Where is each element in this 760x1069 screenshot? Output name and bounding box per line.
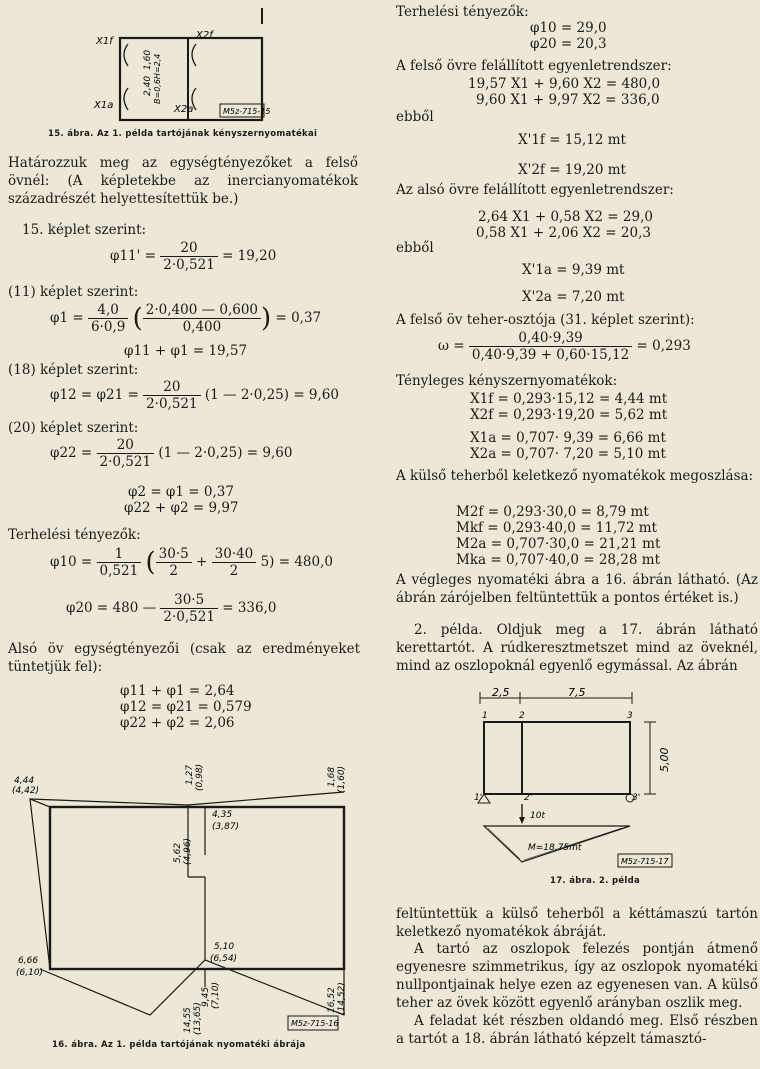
phi1-inner-den: 0,400 bbox=[182, 319, 222, 335]
upper-system-label: A felső övre felállított egyenletrendszer: bbox=[396, 58, 672, 74]
phi10-den: 0,521 bbox=[99, 563, 139, 579]
fig16-label-tr: 1,68 bbox=[327, 766, 337, 787]
actual-2: X2f = 0,293·19,20 = 5,62 mt bbox=[470, 407, 668, 423]
fig16-label-tm: 1,27 bbox=[185, 764, 195, 785]
fig15-label-x2a: X2a bbox=[174, 104, 194, 115]
fig16-label-bl2: (6,10) bbox=[16, 968, 44, 978]
figure-17 bbox=[392, 686, 760, 886]
phi12-lhs: φ12 = φ21 = bbox=[50, 387, 139, 403]
fig16-label-bm2: (7,10) bbox=[211, 981, 221, 1009]
fig15-label-x1f: X1f bbox=[96, 36, 113, 47]
formula11-label: (11) képlet szerint: bbox=[8, 284, 139, 300]
omega-den: 0,40·9,39 + 0,60·15,12 bbox=[471, 347, 630, 363]
fig16-label-c2: 5,62 bbox=[173, 842, 183, 863]
ebbol-2: ebből bbox=[396, 240, 434, 256]
phi22-lhs: φ22 = bbox=[50, 445, 93, 461]
actual-1: X1f = 0,293·15,12 = 4,44 mt bbox=[470, 391, 668, 407]
fig17-node-3b: 3' bbox=[632, 793, 641, 803]
bottom-paragraph-3: A feladat két részben oldandó meg. Első részben a tartót a 18. ábrán látható képzelt támasztó- bbox=[396, 1013, 758, 1047]
moment-2: Mkf = 0,293·40,0 = 11,72 mt bbox=[456, 520, 657, 536]
fig16-label-tl2: (4,42) bbox=[12, 786, 40, 796]
phi12-rhs: (1 — 2·0,25) = 9,60 bbox=[204, 387, 339, 403]
omega-equation bbox=[438, 330, 691, 363]
fig17-moment: M=18,75mt bbox=[528, 843, 582, 853]
phi11-lhs: φ11' = bbox=[110, 248, 156, 264]
phi11-rhs: = 19,20 bbox=[222, 248, 277, 264]
fig16-label-br: 16,52 bbox=[327, 987, 337, 1013]
fig17-dim-7-5: 7,5 bbox=[568, 686, 586, 699]
fig16-label-bl: 6,66 bbox=[18, 956, 39, 966]
distribution-paragraph: A külső teherből keletkező nyomatékok megoszlása: bbox=[396, 468, 754, 484]
phi10-b-den: 2 bbox=[229, 563, 239, 579]
fig16-label-bot: 14,55 bbox=[183, 1007, 193, 1033]
omega-lhs: ω = bbox=[438, 338, 465, 354]
fig17-caption: 17. ábra. 2. példa bbox=[550, 876, 641, 886]
load-factors-label: Terhelési tényezők: bbox=[8, 527, 141, 543]
fig15-stamp: M5z-715-15 bbox=[223, 107, 271, 116]
actual-3: X1a = 0,707· 9,39 = 6,66 mt bbox=[470, 430, 666, 446]
phi20-lhs: φ20 = 480 — bbox=[66, 600, 157, 616]
formula18-label: (18) képlet szerint: bbox=[8, 362, 139, 378]
lower-result-2: φ12 = φ21 = 0,579 bbox=[120, 699, 252, 715]
x2f-result: X'2f = 19,20 mt bbox=[518, 162, 626, 178]
phi1-num: 4,0 bbox=[88, 302, 128, 319]
phi10-a-num: 30·5 bbox=[156, 546, 192, 563]
lower-result-1: φ11 + φ1 = 2,64 bbox=[120, 683, 235, 699]
phi10-equation: φ10 = $\frac{1}{0,521}$ ( $\frac{30\cdot 5}{2}$ + $\frac{30\cdot 40}{2}$ 5) = 480,0 bbox=[50, 546, 333, 579]
moment-1: M2f = 0,293·30,0 = 8,79 mt bbox=[456, 504, 649, 520]
fig16-label-c1b: (3,87) bbox=[212, 822, 240, 832]
omega-num: 0,40·9,39 bbox=[469, 330, 632, 347]
phi11-den: 2·0,521 bbox=[163, 257, 215, 273]
fig16-label-tm2: (0,98) bbox=[195, 763, 205, 791]
actual-moments-label: Tényleges kényszernyomatékok: bbox=[396, 373, 618, 389]
phi20-equation bbox=[66, 592, 276, 625]
phi1-inner-num: 2·0,400 — 0,600 bbox=[143, 302, 261, 319]
actual-4: X2a = 0,707· 7,20 = 5,10 mt bbox=[470, 446, 666, 462]
fig17-stamp: M5z-715-17 bbox=[621, 857, 669, 866]
phi10-a-den: 2 bbox=[169, 563, 178, 579]
phi11-equation bbox=[110, 240, 276, 273]
bottom-paragraph-2: A tartó az oszlopok felezés pontján átmenő egyenesre szimmetrikus, így az oszlopok nyomatéki nullpontjainak helye ezen az egyenesen van. A külső teher az övek között egyenlő arányban oszlik meg. bbox=[396, 941, 758, 1011]
fig15-label-x2f: X2f bbox=[196, 30, 213, 41]
phi1-rhs: = 0,37 bbox=[275, 310, 322, 326]
fig16-label-c3b: (6,54) bbox=[210, 954, 238, 964]
bottom-paragraph-1: feltüntettük a külső teherből a kéttámaszú tartón keletkező nyomatékok ábráját. bbox=[396, 906, 758, 940]
example2-paragraph: 2. példa. Oldjuk meg a 17. ábrán látható kerettartót. A rúdkeresztmetszet mind az öveknél, mind az oszlopoknál egyenlő egymással. Az ábrán bbox=[396, 622, 758, 674]
fig16-label-br2: (14,52) bbox=[337, 982, 347, 1015]
phi11-num: 20 bbox=[160, 240, 218, 257]
phi10-rhs: 5) = 480,0 bbox=[260, 554, 333, 570]
fig15-label-x1a: X1a bbox=[94, 100, 114, 111]
phi20-den: 2·0,521 bbox=[163, 609, 215, 625]
ebbol-1: ebből bbox=[396, 109, 434, 125]
final-paragraph: A végleges nyomatéki ábra a 16. ábrán látható. (Az ábrán zárójelben feltüntettük a pontos értéket is.) bbox=[396, 572, 758, 606]
phi22-sum: φ22 + φ2 = 9,97 bbox=[124, 500, 239, 516]
formula20-label: (20) képlet szerint: bbox=[8, 420, 139, 436]
phi1-equation: φ1 = $\frac{4,0}{6\cdot 0,9}$ ( $\frac{2\cdot 0,400 — 0,600}{0,400}$ ) = 0,37 bbox=[50, 302, 322, 335]
eq-4: 0,58 X1 + 2,06 X2 = 20,3 bbox=[476, 225, 651, 241]
lower-result-3: φ22 + φ2 = 2,06 bbox=[120, 715, 235, 731]
x1a-result: X'1a = 9,39 mt bbox=[522, 262, 625, 278]
fig15-caption: 15. ábra. Az 1. példa tartójának kényszernyomatékai bbox=[48, 129, 318, 139]
figure-16 bbox=[0, 755, 380, 1045]
phi22-num: 20 bbox=[97, 437, 155, 454]
phi12-equation bbox=[50, 379, 339, 412]
right-phi10: φ10 = 29,0 bbox=[530, 20, 607, 36]
phi20-num: 30·5 bbox=[160, 592, 218, 609]
fig16-caption: 16. ábra. Az 1. példa tartójának nyomatéki ábrája bbox=[52, 1040, 306, 1050]
fig17-node-2b: 2' bbox=[524, 793, 533, 803]
eq-1: 19,57 X1 + 9,60 X2 = 480,0 bbox=[468, 76, 661, 92]
omega-rhs: = 0,293 bbox=[636, 338, 691, 354]
fig16-label-tl: 4,44 bbox=[14, 776, 35, 786]
formula15-label: 15. képlet szerint: bbox=[22, 222, 147, 238]
fig16-label-c3: 5,10 bbox=[214, 942, 235, 952]
phi12-num: 20 bbox=[143, 379, 201, 396]
lower-intro: Alsó öv egységtényezői (csak az eredményeket tüntetjük fel): bbox=[8, 641, 360, 675]
phi1-lhs: φ1 = bbox=[50, 310, 84, 326]
fig15-dim-1-60: 1,60 bbox=[143, 49, 153, 70]
eq-3: 2,64 X1 + 0,58 X2 = 29,0 bbox=[478, 209, 653, 225]
fig15-dim-b: B=0,6H=2,4 bbox=[153, 53, 162, 104]
fig16-label-bot2: (13,65) bbox=[193, 1002, 203, 1035]
fig17-dim-2-5: 2,5 bbox=[492, 686, 510, 699]
fig15-dim-2-40: 2,40 bbox=[143, 75, 153, 96]
phi10-lhs: φ10 = bbox=[50, 554, 93, 570]
intro-paragraph: Határozzuk meg az egységtényezőket a felső övnél: (A képletekbe az inercianyomatékok századrészét helyettesítettük be.) bbox=[8, 155, 358, 207]
moment-3: M2a = 0,707·30,0 = 21,21 mt bbox=[456, 536, 661, 552]
fig16-label-c2b: (4,96) bbox=[183, 837, 193, 865]
fig16-stamp: M5z-715-16 bbox=[291, 1019, 339, 1028]
phi20-rhs: = 336,0 bbox=[222, 600, 277, 616]
phi2-equation: φ2 = φ1 = 0,37 bbox=[128, 484, 234, 500]
fig17-node-1: 1 bbox=[482, 711, 488, 721]
right-phi20: φ20 = 20,3 bbox=[530, 36, 607, 52]
phi12-den: 2·0,521 bbox=[146, 396, 198, 412]
fig17-dim-height: 5,00 bbox=[658, 747, 671, 772]
phi10-b-num: 30·40 bbox=[212, 546, 257, 563]
phi22-den: 2·0,521 bbox=[99, 454, 152, 470]
moment-4: Mka = 0,707·40,0 = 28,28 mt bbox=[456, 552, 661, 568]
fig17-node-3: 3 bbox=[627, 711, 633, 721]
phi22-equation bbox=[50, 437, 292, 470]
fig17-node-1b: 1' bbox=[474, 793, 483, 803]
phi1-den: 6·0,9 bbox=[90, 319, 126, 335]
x1f-result: X'1f = 15,12 mt bbox=[518, 132, 626, 148]
phi10-num: 1 bbox=[97, 546, 142, 563]
lower-system-label: Az alsó övre felállított egyenletrendszer: bbox=[396, 182, 674, 198]
fig17-node-2: 2 bbox=[519, 711, 525, 721]
x2a-result: X'2a = 7,20 mt bbox=[522, 289, 625, 305]
omega-label: A felső öv teher-osztója (31. képlet szerint): bbox=[396, 312, 695, 328]
right-load-label: Terhelési tényezők: bbox=[396, 4, 529, 20]
fig17-load: 10t bbox=[530, 811, 545, 821]
fig16-label-bm: 9,45 bbox=[201, 986, 211, 1007]
phi11-plus-phi1: φ11 + φ1 = 19,57 bbox=[124, 343, 248, 359]
phi22-rhs: (1 — 2·0,25) = 9,60 bbox=[158, 445, 293, 461]
fig16-label-tr2: (1,60) bbox=[337, 765, 347, 793]
figure-15 bbox=[0, 0, 380, 130]
fig16-label-c1: 4,35 bbox=[212, 810, 233, 820]
eq-2: 9,60 X1 + 9,97 X2 = 336,0 bbox=[476, 92, 660, 108]
